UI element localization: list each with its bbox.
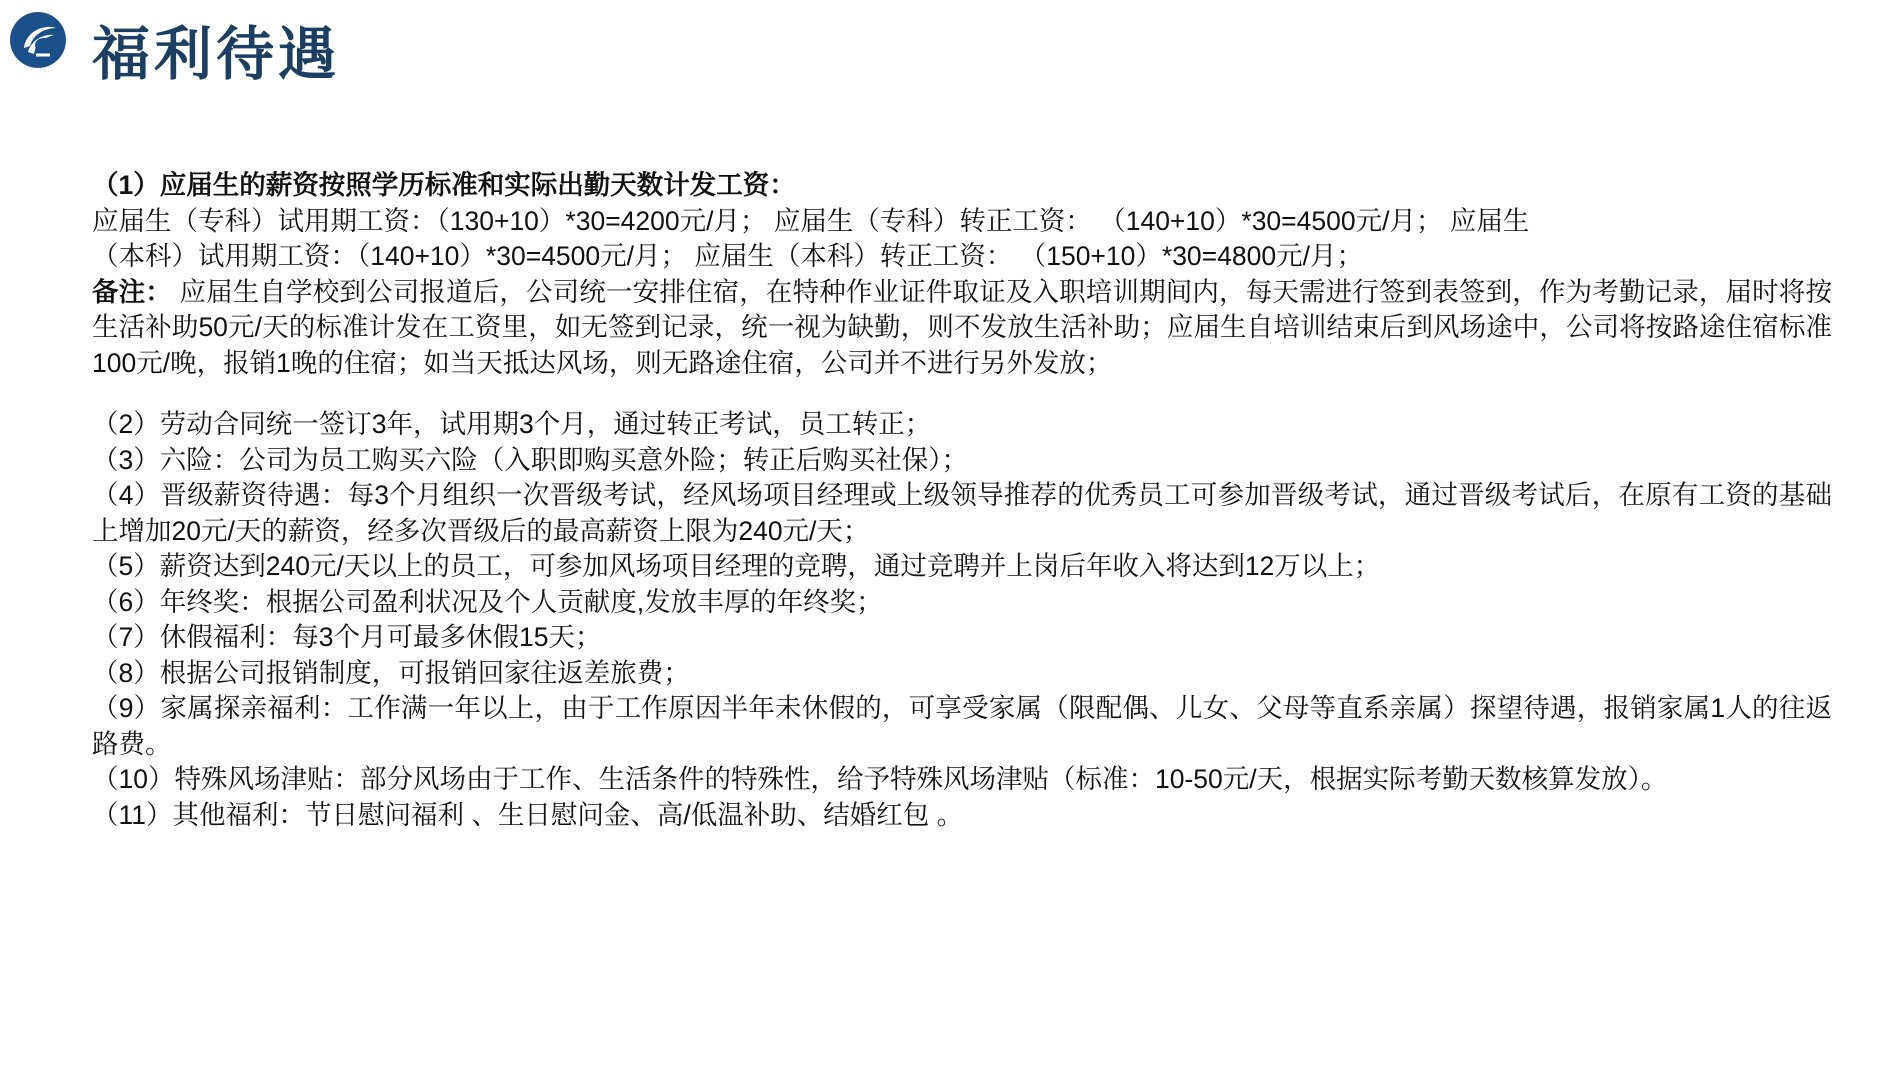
item-6: （6）年终奖：根据公司盈利状况及个人贡献度,发放丰厚的年终奖； bbox=[92, 586, 883, 617]
item-1-note bbox=[92, 275, 1832, 382]
item-1-body-line1: 应届生（专科）试用期工资：（130+10）*30=4200元/月； 应届生（专科）转正工资： （140+10）*30=4500元/月； 应届生 bbox=[92, 205, 1530, 236]
company-logo-icon bbox=[6, 8, 70, 72]
page-title: 福利待遇 bbox=[92, 22, 341, 87]
item-1-note-label: 备注： bbox=[92, 276, 172, 307]
item-9: （9）家属探亲福利：工作满一年以上，由于工作原因半年未休假的，可享受家属（限配偶、儿女、父母等直系亲属）探望待遇，报销家属1人的往返路费。 bbox=[92, 693, 1832, 759]
item-1-body-line2: （本科）试用期工资：（140+10）*30=4500元/月； 应届生（本科）转正工资： （150+10）*30=4800元/月； bbox=[92, 241, 1363, 271]
item-5: （5）薪资达到240元/天以上的员工，可参加风场项目经理的竞聘，通过竞聘并上岗后年收入将达到12万以上； bbox=[92, 551, 1381, 581]
item-2: （2）劳动合同统一签订3年，试用期3个月，通过转正考试，员工转正； bbox=[92, 409, 932, 439]
item-1-heading: （1）应届生的薪资按照学历标准和实际出勤天数计发工资： bbox=[92, 170, 796, 200]
paragraph-spacer bbox=[92, 381, 1832, 407]
item-11: （11）其他福利：节日慰问福利 、生日慰问金、高/低温补助、结婚红包 。 bbox=[92, 799, 964, 830]
item-1-note-text: 应届生自学校到公司报道后，公司统一安排住宿，在特种作业证件取证及入职培训期间内，每天需进行签到表签到，作为考勤记录，届时将按生活补助50元/天的标准计发在工资里，如无签到记录，统一视为缺勤，则不发放生活补助；应届生自培训结束后到风场途中，公司将按路途住宿标准100元/晚，报销1晚的住宿；如当天抵达风场，则无路途住宿，公司并不进行另外发放； bbox=[92, 276, 1832, 378]
item-4: （4）晋级薪资待遇：每3个月组织一次晋级考试，经风场项目经理或上级领导推荐的优秀员工可参加晋级考试，通过晋级考试后，在原有工资的基础上增加20元/天的薪资，经多次晋级后的最高薪资上限为240元/天； bbox=[92, 480, 1832, 546]
item-3: （3）六险：公司为员工购买六险（入职即购买意外险；转正后购买社保）； bbox=[92, 444, 968, 475]
benefits-body bbox=[92, 168, 1832, 833]
item-10: （10）特殊风场津贴：部分风场由于工作、生活条件的特殊性，给予特殊风场津贴（标准：10-50元/天，根据实际考勤天数核算发放）。 bbox=[92, 764, 1668, 794]
item-8: （8）根据公司报销制度，可报销回家往返差旅费； bbox=[92, 657, 690, 688]
item-7: （7）休假福利：每3个月可最多休假15天； bbox=[92, 622, 602, 652]
